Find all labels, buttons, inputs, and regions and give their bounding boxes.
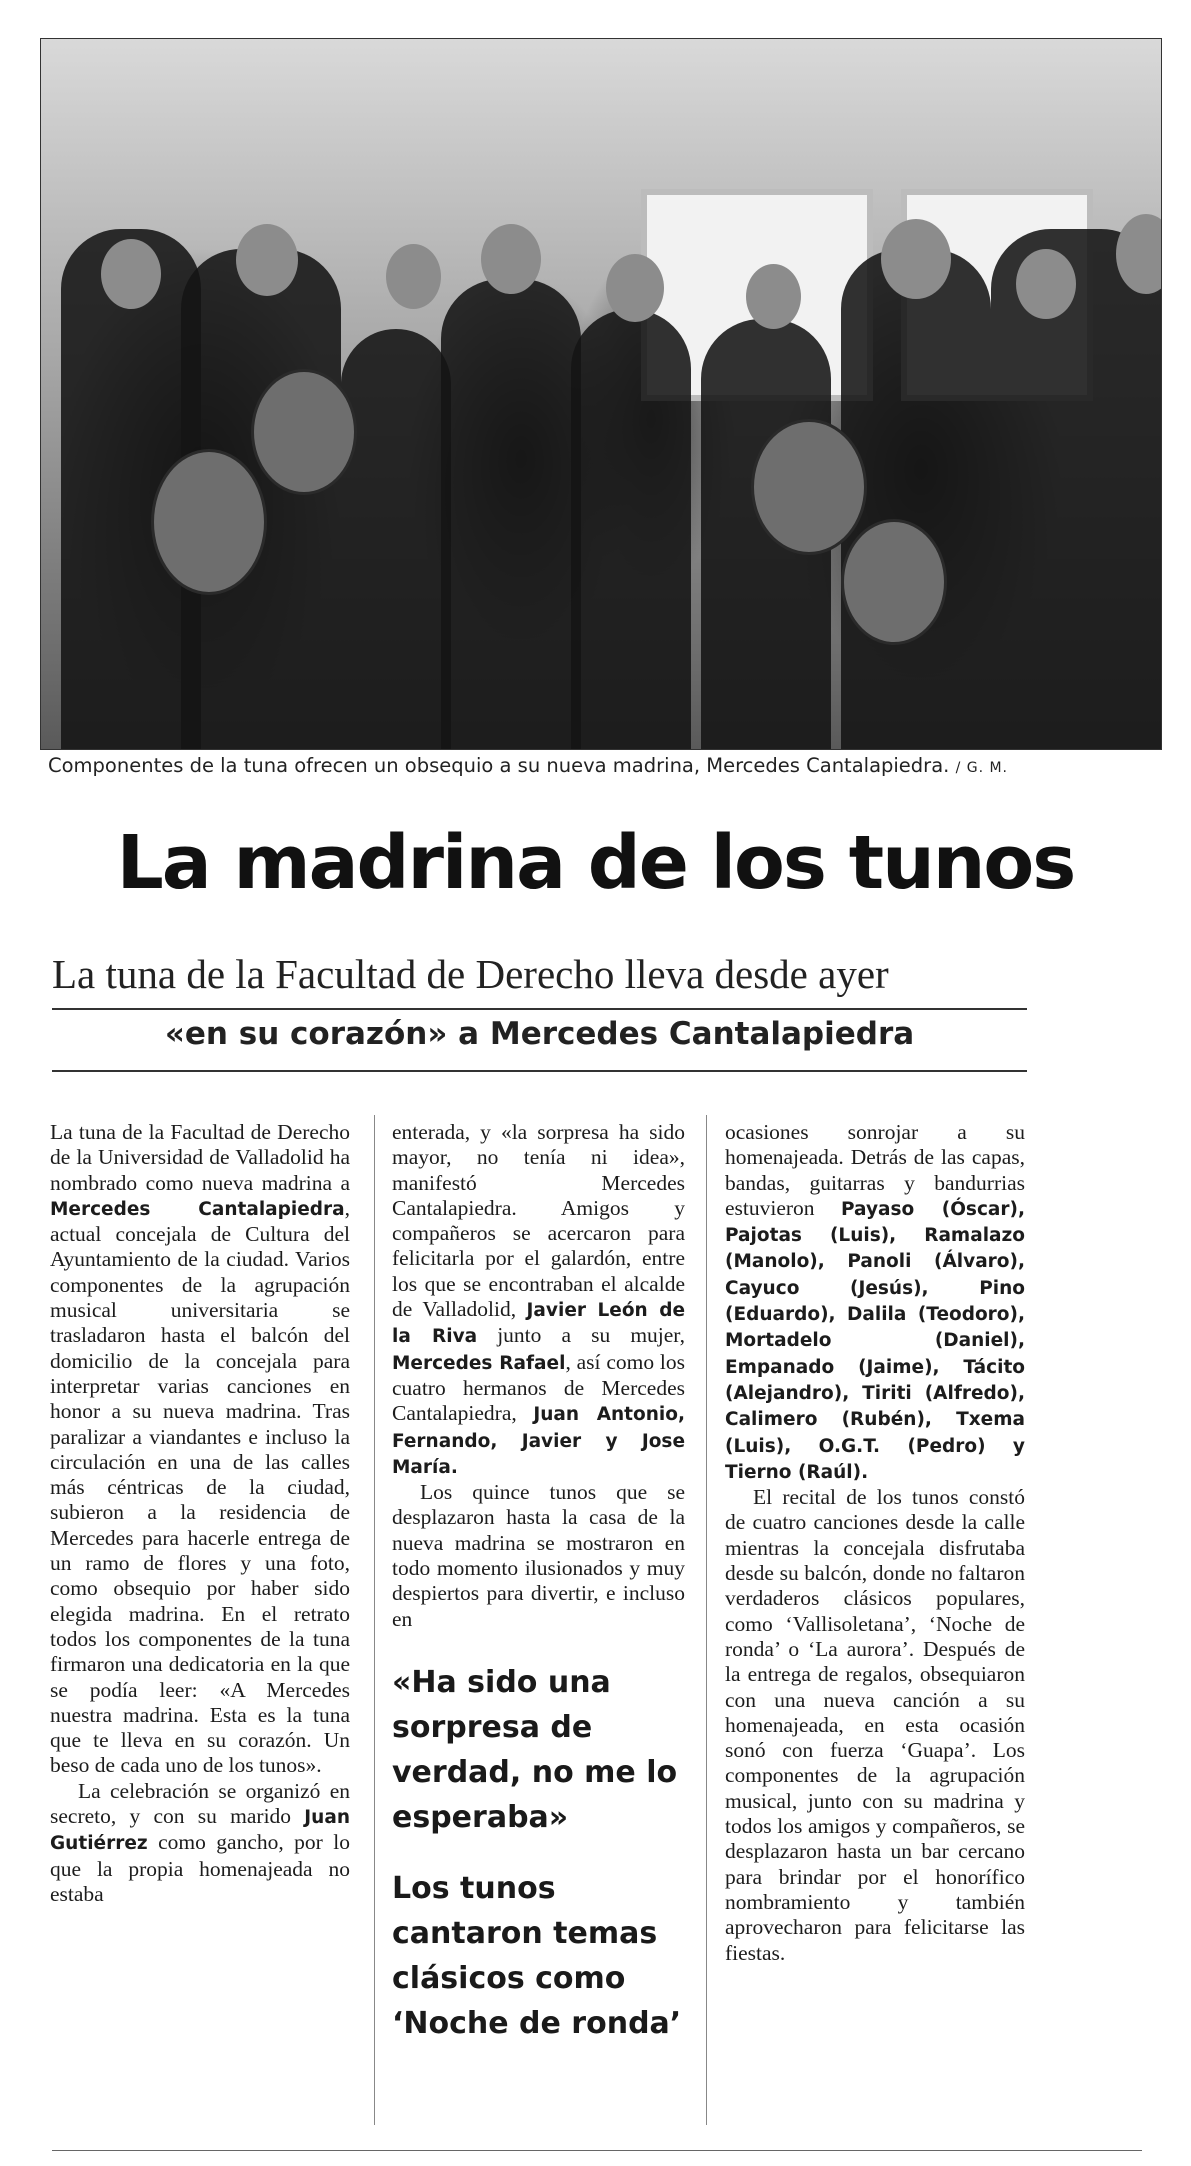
paragraph xyxy=(392,1120,685,1480)
news-photo xyxy=(40,38,1162,750)
head-shape xyxy=(1016,249,1076,319)
guitar-shape xyxy=(251,369,357,495)
paragraph: El recital de los tunos constó de cuatro canciones desde la calle mientras la concejala disfrutaba desde su balcón, donde no faltaron verdaderos clásicos populares, como ‘Vallisoletana’, ‘Noche de ronda’ o ‘La aurora’. Después de la entrega de regalos, obsequiaron con una nueva canción a su homenajeada, en esta ocasión sonó con fuerza ‘Guapa’. Los componentes de la agrupación musical, junto con su madrina y todos los amigos y compañeros, se desplazaron hasta un bar cercano para brindar por el honorífico nombramiento y también aprovecharon para felicitarse las fiestas. xyxy=(725,1485,1025,1965)
article-column-1 xyxy=(50,1120,350,1907)
figure-shape xyxy=(571,309,691,749)
column-divider xyxy=(706,1115,707,2125)
guitar-shape xyxy=(751,419,867,555)
paragraph: Los quince tunos que se desplazaron hasta la casa de la nueva madrina se mostraron en todo momento ilusionados y muy despiertos para divertir, e incluso en xyxy=(392,1480,685,1631)
article-column-3 xyxy=(725,1120,1025,1966)
guitar-shape xyxy=(841,519,947,645)
text-run: , actual concejala de Cultura del Ayuntamiento de la ciudad. Varios componentes de la agrupación musical universitaria se trasladaron hasta el balcón del domicilio de la concejala para interpretar varias canciones en honor a su nueva madrina. Tras paralizar a viandantes e incluso la circulación en una de las calles más céntricas de la ciudad, subieron a la residencia de Mercedes para hacerle entrega de un ramo de flores y una foto, como obsequio por haber sido elegida madrina. En el retrato todos los componentes de la tuna firmaron una dedicatoria en la que se podía leer: «A Mercedes nuestra madrina. Esta es la tuna que te lleva en su corazón. Un beso de cada uno de los tunos». xyxy=(50,1195,350,1778)
figure-shape xyxy=(341,329,451,749)
text-run: La tuna de la Facultad de Derecho de la Universidad de Valladolid ha nombrado como nueva madrina a xyxy=(50,1120,350,1195)
deck-line-2: «en su corazón» a Mercedes Cantalapiedra xyxy=(164,1016,915,1052)
deck-rule-bottom xyxy=(52,1070,1027,1072)
head-shape xyxy=(236,224,298,296)
column-divider xyxy=(374,1115,375,2125)
head-shape xyxy=(101,239,161,309)
name-bold: Mercedes Cantalapiedra xyxy=(50,1198,345,1220)
guitar-shape xyxy=(151,449,267,595)
names-bold: Payaso (Óscar), Pajotas (Luis), Ramalazo (Manolo), Panoli (Álvaro), Cayuco (Jesús), Pino (Eduardo), Dalila (Teodoro), Mortadelo (Daniel), Empanado (Jaime), Tácito (Alejandro), Tiriti (Alfredo), Calimero (Rubén), Txema (Luis), O.G.T. (Pedro) y Tierno (Raúl). xyxy=(725,1198,1025,1483)
photo-credit: / G. M. xyxy=(955,760,1009,776)
paragraph xyxy=(50,1120,350,1779)
name-bold: Mercedes Rafael xyxy=(392,1352,566,1374)
text-run: como gancho, por lo que la propia homenajeada no estaba xyxy=(50,1830,350,1906)
head-shape xyxy=(386,244,441,309)
head-shape xyxy=(606,254,664,322)
text-run: , así como los cuatro hermanos de Mercedes Cantalapiedra, xyxy=(392,1349,685,1426)
head-shape xyxy=(746,264,801,329)
name-bold: Javier León de la Riva xyxy=(392,1300,686,1348)
head-shape xyxy=(481,224,541,294)
deck-rule-top xyxy=(52,1008,1027,1010)
text-run: La celebración se organizó en secreto, y con su marido xyxy=(50,1778,350,1829)
name-bold: Juan Gutiérrez xyxy=(50,1807,350,1855)
paragraph xyxy=(50,1779,350,1907)
paragraph xyxy=(725,1120,1025,1485)
article-column-2 xyxy=(392,1120,685,2046)
figure-shape xyxy=(991,229,1161,749)
headline: La madrina de los tunos xyxy=(116,820,1075,906)
head-shape xyxy=(881,219,951,299)
caption-text: Componentes de la tuna ofrecen un obsequio a su nueva madrina, Mercedes Cantalapiedra. xyxy=(48,754,950,777)
text-run: ocasiones sonrojar a su homenajeada. Detrás de las capas, bandas, guitarras y bandurrias estuvieron xyxy=(725,1120,1025,1220)
photo-caption xyxy=(48,754,1158,777)
pull-quote-1: «Ha sido una sorpresa de verdad, no me lo esperaba» xyxy=(392,1664,678,1835)
bottom-rule xyxy=(52,2150,1142,2151)
deck-line-1: La tuna de la Facultad de Derecho lleva desde ayer xyxy=(52,951,889,997)
figure-shape xyxy=(441,279,581,749)
pull-quote-2: Los tunos cantaron temas clásicos como ‘Noche de ronda’ xyxy=(392,1870,682,2041)
name-bold: Juan Antonio, Fernando, Javier y Jose María. xyxy=(392,1404,685,1478)
text-run: junto a su mujer, xyxy=(477,1323,685,1348)
text-run: enterada, y «la sorpresa ha sido mayor, no tenía ni idea», manifestó Mercedes Cantalapiedra. Amigos y compañeros se acercaron para felicitarla por el galardón, entre los que se encontraban el alcalde de Valladolid, xyxy=(392,1120,685,1322)
